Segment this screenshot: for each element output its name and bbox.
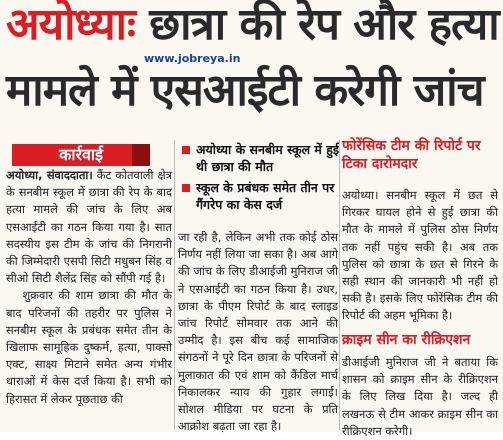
- headline-text-1: छात्रा की रेप और हत्या: [149, 0, 499, 50]
- column-1: [6, 167, 172, 408]
- section-label-text: कार्रवाई: [59, 145, 103, 164]
- column-1-para-2: शुक्रवार की शाम छात्रा की मौत के बाद परिजनों की तहरीर पर पुलिस ने सनबीम स्कूल के प्रबंधक समेत तीन के खिलाफ सामूहिक दुष्कर्म, हत्या, पाक्सो एक्ट, साक्ष्य मिटाने समेत अन्य गंभीर धाराओं में केस दर्ज किया है। सभी को हिरासत में लेकर पूछताछ की: [6, 288, 172, 406]
- sidebar-body-crime-scene: [342, 354, 498, 440]
- sidebar-body-crime-scene-text: डीआईजी मुनिराज जी ने बताया कि शासन को क्राइम सीन के रीक्रिएशन के लिए लिख दिया है। जल्द ही लखनऊ से टीम आकर क्राइम सीन का रीक्रिएशन करेगी।: [342, 355, 498, 438]
- column-divider-1: [174, 140, 175, 430]
- highlight-text: अयोध्या के सनबीम स्कूल में हुई थी छात्रा की मौत: [196, 142, 340, 174]
- headline-place: अयोध्याः: [6, 0, 135, 50]
- sidebar-heading-crime-scene: क्राइम सीन का रीक्रिएशन: [342, 332, 471, 348]
- column-divider-2: [339, 140, 340, 430]
- headline-line-1: [6, 2, 499, 48]
- highlights: [180, 141, 340, 217]
- highlight-text: स्कूल के प्रबंधक समेत तीन पर गैंगरेप का केस दर्ज: [196, 180, 335, 212]
- sidebar-body-forensic-text: अयोध्या। सनबीम स्कूल में छत से गिरकर घायल होने से हुई छात्रा की मौत के मामले में पुलिस ठोस निर्णय तक नहीं पहुंच सकी है। अब तक पुलिस को छात्रा के छत से गिरने के सही स्थान की जानकारी भी नहीं हो सकी है। इसके लिए फोरेंसिक टीम की रिपोर्ट की अहम भूमिका है।: [342, 188, 498, 323]
- bullet-square-icon: [182, 184, 190, 192]
- column-2-body: जा रही है, लेकिन अभी तक कोई ठोस निर्णय नहीं लिया जा सका है। अब आगे की जांच के लिए डीआईजी मुनिराज जी ने एसआईटी का गठन किया है। उधर, छात्रा के पीएम रिपोर्ट के बाद स्लाइड जांच रिपोर्ट सोमवार तक आने की उम्मीद है। इस बीच कई सामाजिक संगठनों ने पूरे दिन छात्रा के परिजनों से मुलाकात की एवं शाम को कैंडिल मार्च निकालकर न्याय की गुहार लगाई। सोशल मीडिया पर घटना के प्रति आक्रोश बढ़ता जा रहा है।: [178, 230, 338, 434]
- bullet-square-icon: [182, 146, 190, 154]
- highlight-item: [180, 141, 340, 175]
- watermark-site: www.jobreya.in: [144, 52, 241, 65]
- label-shade: [132, 144, 150, 166]
- section-label: [12, 144, 150, 166]
- highlight-item: [180, 179, 340, 213]
- sidebar-body-forensic: [342, 187, 498, 325]
- column-2: [178, 229, 338, 435]
- headline-line-2: मामले में एसआईटी करेगी जांच: [6, 65, 484, 116]
- sidebar-heading-forensic: फोरेंसिक टीम की रिपोर्ट पर टिका दारोमदार: [342, 138, 481, 172]
- dateline: अयोध्या, संवाददाता।: [6, 168, 93, 182]
- column-1-para-1: कैंट कोतवाली क्षेत्र के सनबीम स्कूल में छात्रा की रेप के बाद हत्या मामले की जांच के लिए अब एसआईटी का गठन किया गया है। सात सदस्यीय इस टीम के जांच की निगरानी की जिम्मेदारी एसपी सिटी मधुबन सिंह व सीओ सिटी शैलेंद्र सिंह को सौंपी गई है।: [6, 168, 173, 286]
